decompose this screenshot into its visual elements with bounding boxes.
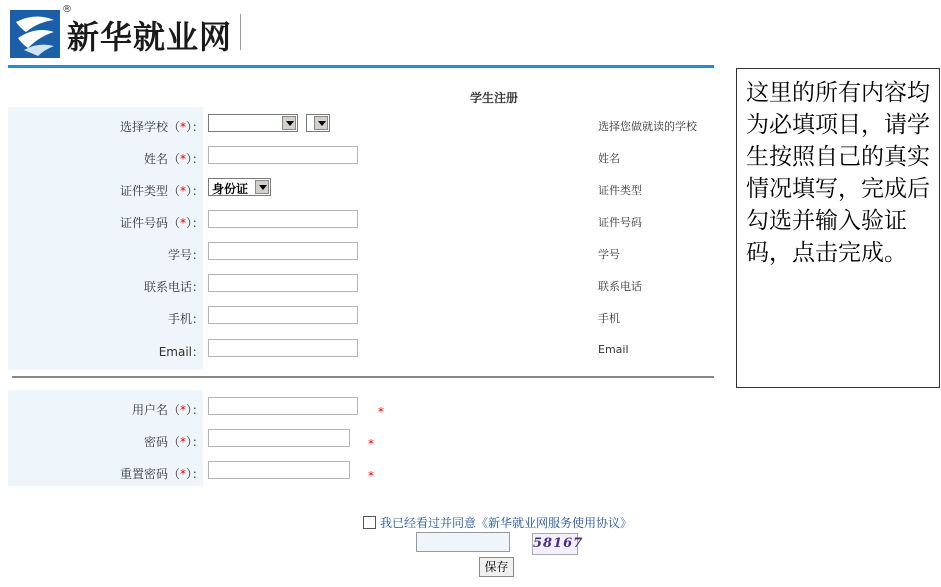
password-row: [8, 429, 714, 451]
phone-label: 联系电话：: [143, 280, 204, 294]
phone-input[interactable]: [208, 274, 358, 292]
student-id-label: 学号：: [167, 248, 204, 262]
chevron-down-icon: [314, 116, 328, 130]
save-button[interactable]: 保存: [479, 557, 514, 577]
required-marker: *: [368, 469, 374, 483]
agreement-checkbox[interactable]: [363, 516, 376, 529]
confirm-password-row: [8, 461, 714, 483]
email-input[interactable]: [208, 339, 358, 357]
section-divider: [12, 376, 714, 378]
id-number-input[interactable]: [208, 210, 358, 228]
email-hint: Email: [598, 343, 629, 356]
school-row: [8, 114, 714, 136]
agreement-link[interactable]: 我已经看过并同意《新华就业网服务使用协议》: [380, 516, 633, 530]
header-separator: [240, 14, 241, 50]
student-id-input[interactable]: [208, 242, 358, 260]
id-number-row: [8, 210, 714, 232]
id-type-row: [8, 178, 714, 200]
id-type-select[interactable]: 身份证: [208, 178, 271, 196]
registered-mark: ®: [62, 4, 72, 15]
name-hint: 姓名: [598, 152, 620, 165]
name-label: 姓名（*）：: [143, 152, 204, 166]
student-id-row: [8, 242, 714, 264]
required-marker: *: [368, 437, 374, 451]
name-row: [8, 146, 714, 168]
confirm-password-label: 重置密码（*）：: [119, 467, 204, 481]
username-row: [8, 397, 714, 419]
id-type-label: 证件类型（*）：: [119, 184, 204, 198]
phone-hint: 联系电话: [598, 280, 642, 293]
id-type-hint: 证件类型: [598, 184, 642, 197]
username-input[interactable]: [208, 397, 358, 415]
phone-row: [8, 274, 714, 296]
captcha-image[interactable]: 58167: [532, 533, 578, 555]
mobile-hint: 手机: [598, 312, 620, 325]
site-logo-icon: [10, 10, 60, 58]
student-id-hint: 学号: [598, 248, 620, 261]
form-title: 学生注册: [470, 91, 519, 105]
header-divider: [8, 65, 714, 68]
chevron-down-icon: [282, 116, 296, 130]
email-label: Email：: [158, 345, 204, 359]
captcha-input[interactable]: [416, 532, 510, 552]
id-number-hint: 证件号码: [598, 216, 642, 229]
mobile-input[interactable]: [208, 306, 358, 324]
instruction-note: 这里的所有内容均为必填项目，请学生按照自己的真实情况填写，完成后勾选并输入验证码，点击完成。: [736, 68, 940, 388]
password-input[interactable]: [208, 429, 350, 447]
confirm-password-input[interactable]: [208, 461, 350, 479]
email-row: [8, 339, 714, 361]
site-name: 新华就业网: [67, 18, 233, 56]
school-select[interactable]: [208, 114, 298, 132]
mobile-row: [8, 306, 714, 328]
required-marker: *: [378, 405, 384, 419]
school-subselect[interactable]: [306, 114, 330, 132]
password-label: 密码（*）：: [143, 435, 204, 449]
username-label: 用户名（*）：: [131, 403, 204, 417]
name-input[interactable]: [208, 146, 358, 164]
id-number-label: 证件号码（*）：: [119, 216, 204, 230]
mobile-label: 手机：: [167, 312, 204, 326]
school-hint: 选择您做就读的学校: [598, 120, 697, 133]
chevron-down-icon: [255, 180, 269, 194]
agreement-row: [363, 514, 632, 531]
school-label: 选择学校（*）：: [119, 120, 204, 134]
